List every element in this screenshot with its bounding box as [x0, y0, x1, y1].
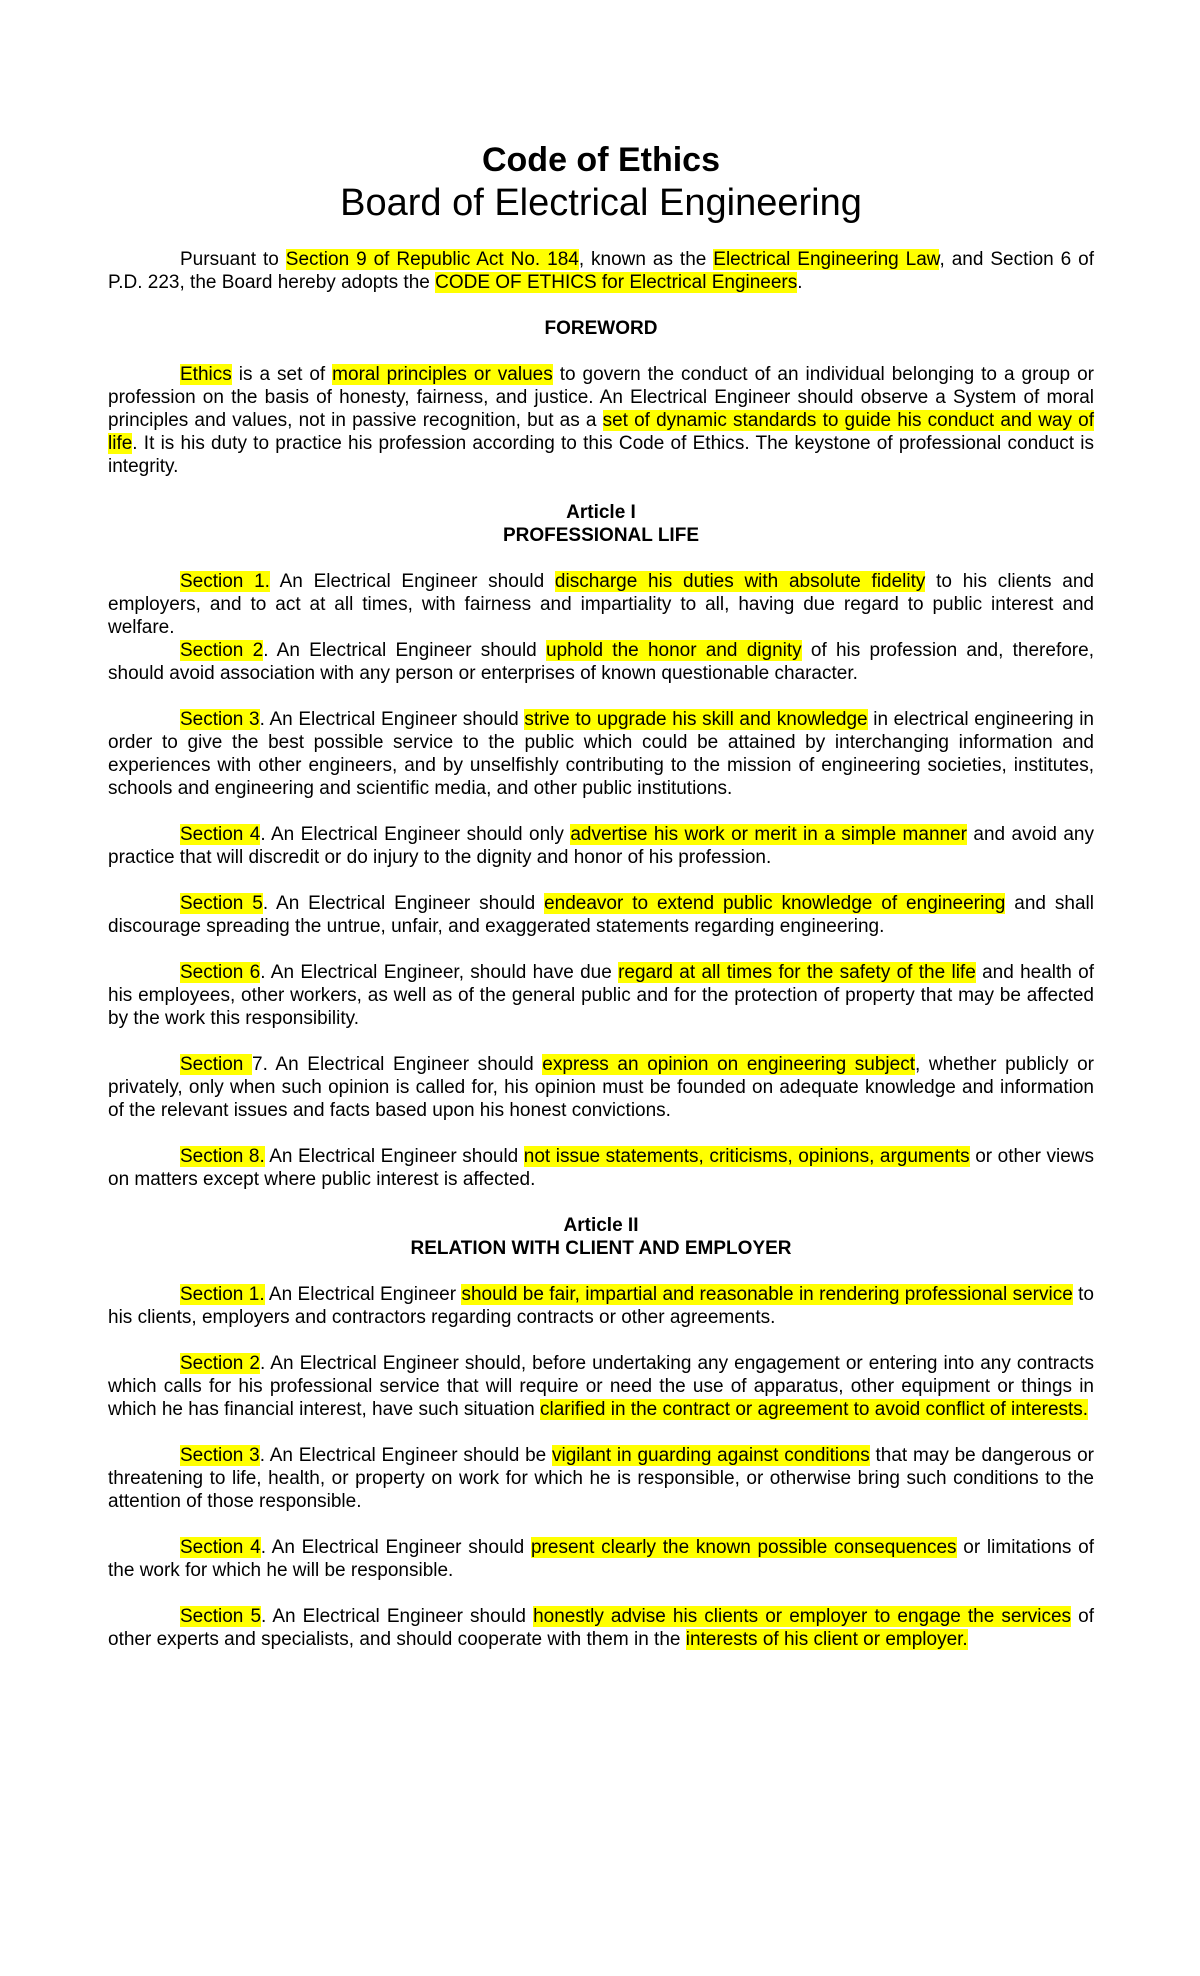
highlighted-text: Section 6: [180, 962, 261, 983]
text-run: . An Electrical Engineer, should have due: [260, 962, 619, 983]
intro-paragraph: [108, 248, 1094, 294]
highlighted-text: Section 1.: [180, 1284, 265, 1305]
text-run: . An Electrical Engineer should only: [260, 824, 571, 845]
highlighted-text: Section 2: [180, 1353, 260, 1374]
highlighted-text: clarified in the contract or agreement to avoid conflict of interests.: [539, 1399, 1089, 1420]
highlighted-text: CODE OF ETHICS for Electrical Engineers: [435, 272, 798, 293]
text-run: of other experts and specialists, and should cooperate with them in the: [108, 1606, 1094, 1650]
highlighted-text: Section 5: [180, 1606, 262, 1627]
text-run: in electrical engineering in order to give the best possible service to the public which could be attained by interchanging information and experiences with other engineers, and by unselfishly contributing to the mission of engineering societies, institutes, schools and engineering and scientific media, and other public institutions.: [108, 709, 1094, 799]
highlighted-text: should be fair, impartial and reasonable in rendering professional service: [461, 1284, 1073, 1305]
document-title: Code of Ethics: [481, 141, 721, 179]
highlighted-text: honestly advise his clients or employer to engage the services: [533, 1606, 1072, 1627]
section-paragraph: [108, 961, 1094, 1030]
highlighted-text: Section 2: [180, 640, 264, 661]
text-run: 7. An Electrical Engineer should: [252, 1054, 543, 1075]
highlighted-text: Electrical Engineering Law: [713, 249, 940, 270]
text-run: . An Electrical Engineer should, before undertaking any engagement or entering into any contracts which calls for his professional service that will require or need the use of apparatus, other equipment or things in which he has financial interest, have such situation: [108, 1353, 1094, 1420]
highlighted-text: discharge his duties with absolute fidelity: [554, 571, 926, 592]
highlighted-text: regard at all times for the safety of the life: [618, 962, 976, 983]
section-paragraph: [108, 892, 1094, 938]
highlighted-text: Section 8.: [180, 1146, 265, 1167]
text-run: . An Electrical Engineer should be: [259, 1445, 552, 1466]
article-number: Article II: [563, 1215, 639, 1236]
text-run: or limitations of the work for which he will be responsible.: [108, 1537, 1094, 1581]
section-paragraph: [108, 708, 1094, 800]
text-run: An Electrical Engineer should: [269, 571, 555, 592]
text-run: that may be dangerous or threatening to life, health, or property on work for which he is responsible, or otherwise bring such conditions to the attention of those responsible.: [108, 1445, 1094, 1512]
text-run: to his clients and employers, and to act at all times, with fairness and impartiality to all, having due regard to public interest and welfare.: [108, 571, 1094, 638]
section-paragraph: [108, 1145, 1094, 1191]
text-run: is a set of: [231, 364, 333, 385]
document-body: [108, 140, 1094, 1651]
section-paragraph: [108, 639, 1094, 685]
text-run: or other views on matters except where public interest is affected.: [108, 1146, 1095, 1190]
text-run: . An Electrical Engineer should: [259, 709, 525, 730]
highlighted-text: Section 3: [180, 709, 260, 730]
highlighted-text: endeavor to extend public knowledge of engineering: [544, 893, 1006, 914]
text-run: and health of his employees, other workers, as well as of the general public and for the protection of property that may be affected by the work this responsibility.: [108, 962, 1094, 1029]
text-run: . An Electrical Engineer should: [261, 1606, 534, 1627]
text-run: . An Electrical Engineer should: [260, 1537, 531, 1558]
highlighted-text: Section 5: [180, 893, 263, 914]
section-paragraph: [108, 1283, 1094, 1329]
foreword-heading: FOREWORD: [544, 318, 658, 339]
text-run: to his clients, employers and contractors regarding contracts or other agreements.: [108, 1284, 1095, 1328]
articles-container: [108, 501, 1094, 1651]
section-paragraph: [108, 570, 1094, 639]
text-run: and avoid any practice that will discredit or do injury to the dignity and honor of his profession.: [108, 824, 1094, 868]
highlighted-text: Ethics: [180, 364, 232, 385]
highlighted-text: express an opinion on engineering subject: [542, 1054, 915, 1075]
text-run: , and Section 6 of P.D. 223, the Board hereby adopts the: [108, 249, 1095, 293]
highlighted-text: Section: [180, 1054, 252, 1075]
text-run: of his profession and, therefore, should avoid association with any person or enterprises of known questionable character.: [108, 640, 1094, 684]
highlighted-text: moral principles or values: [332, 364, 553, 385]
highlighted-text: uphold the honor and dignity: [546, 640, 802, 661]
text-run: . It is his duty to practice his profession according to this Code of Ethics. The keystone of professional conduct is integrity.: [108, 433, 1094, 477]
highlighted-text: Section 4: [180, 1537, 261, 1558]
text-run: . An Electrical Engineer should: [262, 893, 545, 914]
article-name: RELATION WITH CLIENT AND EMPLOYER: [410, 1238, 792, 1259]
document-subtitle: Board of Electrical Engineering: [340, 182, 862, 224]
text-run: An Electrical Engineer: [264, 1284, 462, 1305]
highlighted-text: present clearly the known possible consequences: [530, 1537, 957, 1558]
highlighted-text: interests of his client or employer.: [685, 1629, 968, 1650]
text-run: , whether publicly or privately, only when such opinion is called for, his opinion must be founded on adequate knowledge and information of the relevant issues and facts based upon his honest convictions.: [108, 1054, 1094, 1121]
article-heading: [108, 1214, 1094, 1260]
text-run: to govern the conduct of an individual belonging to a group or profession on the basis of honesty, fairness, and justice. An Electrical Engineer should observe a System of moral principles and values, not in passive recognition, but as a: [108, 364, 1095, 431]
foreword-paragraph: [108, 363, 1094, 478]
text-run: and shall discourage spreading the untrue, unfair, and exaggerated statements regarding engineering.: [108, 893, 1094, 937]
highlighted-text: set of dynamic standards to guide his conduct and way of life: [108, 410, 1094, 454]
text-run: , known as the: [578, 249, 714, 270]
text-run: .: [797, 272, 803, 293]
article-heading: [108, 501, 1094, 547]
highlighted-text: strive to upgrade his skill and knowledge: [524, 709, 868, 730]
highlighted-text: Section 1.: [180, 571, 270, 592]
text-run: . An Electrical Engineer should: [263, 640, 546, 661]
article-number: Article I: [566, 502, 636, 523]
section-paragraph: [108, 1444, 1094, 1513]
text-run: An Electrical Engineer should: [264, 1146, 524, 1167]
section-paragraph: [108, 823, 1094, 869]
section-paragraph: [108, 1536, 1094, 1582]
section-paragraph: [108, 1352, 1094, 1421]
section-paragraph: [108, 1605, 1094, 1651]
text-run: Pursuant to: [180, 249, 286, 270]
highlighted-text: Section 4: [180, 824, 261, 845]
highlighted-text: advertise his work or merit in a simple manner: [570, 824, 967, 845]
highlighted-text: Section 9 of Republic Act No. 184: [285, 249, 579, 270]
highlighted-text: not issue statements, criticisms, opinions, arguments: [523, 1146, 970, 1167]
highlighted-text: Section 3: [180, 1445, 260, 1466]
article-name: PROFESSIONAL LIFE: [502, 525, 699, 546]
highlighted-text: vigilant in guarding against conditions: [552, 1445, 870, 1466]
section-paragraph: [108, 1053, 1094, 1122]
